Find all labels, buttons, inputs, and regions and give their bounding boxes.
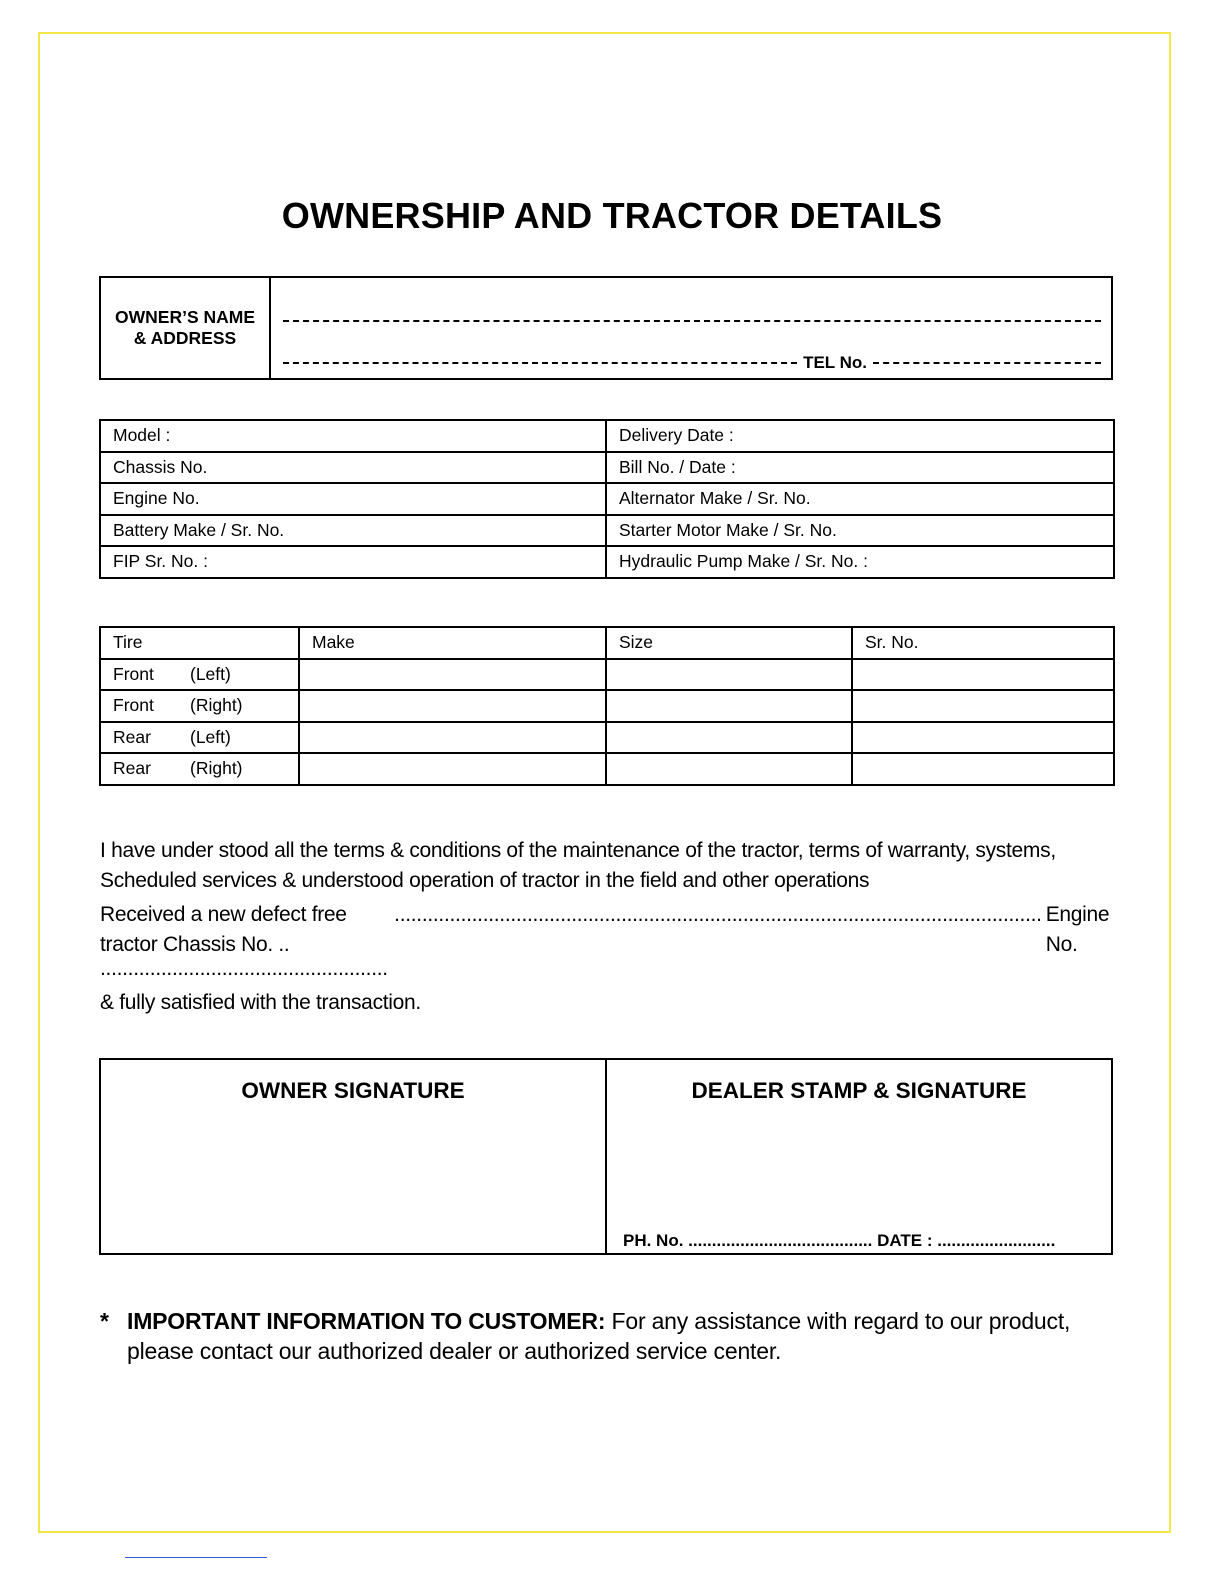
declaration-line-2: Scheduled services & understood operation of tractor in the field and other operations <box>100 869 870 892</box>
dealer-signature-cell[interactable] <box>605 1060 1111 1253</box>
engine-no-label: Engine No. <box>1045 903 1110 956</box>
owner-label <box>101 278 271 378</box>
details-field-left[interactable]: FIP Sr. No. : <box>100 546 606 578</box>
details-field-left[interactable]: Chassis No. <box>100 452 606 484</box>
tire-size-cell[interactable] <box>606 690 852 722</box>
signature-box <box>99 1058 1113 1255</box>
tire-header-tire: Tire <box>100 627 299 659</box>
tire-size-cell[interactable] <box>606 722 852 754</box>
tire-row <box>100 722 1114 754</box>
tire-row <box>100 690 1114 722</box>
declaration-line-3 <box>100 900 1112 960</box>
dealer-signature-label: DEALER STAMP & SIGNATURE <box>691 1078 1027 1103</box>
tire-make-cell[interactable] <box>299 722 606 754</box>
tire-position <box>100 722 299 754</box>
address-dash <box>283 362 797 364</box>
tire-axle: Rear <box>113 758 151 779</box>
tire-header-size: Size <box>606 627 852 659</box>
tire-table <box>99 626 1115 786</box>
tire-axle: Front <box>113 663 154 684</box>
tire-srno-cell[interactable] <box>852 690 1114 722</box>
tire-size-cell[interactable] <box>606 659 852 691</box>
tire-srno-cell[interactable] <box>852 753 1114 785</box>
chassis-no-label: Received a new defect free tractor Chassis No. .. <box>100 903 347 956</box>
details-field-right[interactable]: Starter Motor Make / Sr. No. <box>606 515 1114 547</box>
owner-address-lines <box>271 278 1111 378</box>
tire-position <box>100 659 299 691</box>
tire-make-cell[interactable] <box>299 659 606 691</box>
details-field-left[interactable]: Model : <box>100 420 606 452</box>
note-line-1: For any assistance with regard to our product, <box>605 1308 1071 1334</box>
note-line-2: please contact our authorized dealer or authorized service center. <box>127 1338 782 1364</box>
details-row <box>100 452 1114 484</box>
details-field-right[interactable]: Bill No. / Date : <box>606 452 1114 484</box>
chassis-no-field[interactable]: ..................................................................................................................... <box>394 903 1042 926</box>
tire-position <box>100 753 299 785</box>
tel-dash <box>873 362 1101 364</box>
tire-side: (Right) <box>190 758 243 779</box>
note-heading: IMPORTANT INFORMATION TO CUSTOMER: <box>127 1308 606 1334</box>
tire-row <box>100 659 1114 691</box>
tire-side: (Left) <box>190 663 231 684</box>
note-asterisk: * <box>100 1308 109 1334</box>
details-field-left[interactable]: Battery Make / Sr. No. <box>100 515 606 547</box>
tire-axle: Front <box>113 695 154 716</box>
details-field-right[interactable]: Alternator Make / Sr. No. <box>606 483 1114 515</box>
owner-box <box>99 276 1113 380</box>
tire-srno-cell[interactable] <box>852 659 1114 691</box>
declaration <box>100 836 1112 1018</box>
owner-signature-label: OWNER SIGNATURE <box>241 1078 465 1103</box>
owner-label-line1: OWNER’S NAME <box>115 307 255 327</box>
tire-make-cell[interactable] <box>299 753 606 785</box>
tire-header-row <box>100 627 1114 659</box>
tractor-details-table <box>99 419 1115 579</box>
details-field-right[interactable]: Delivery Date : <box>606 420 1114 452</box>
address-line-1[interactable] <box>283 320 1101 322</box>
tire-header-srno: Sr. No. <box>852 627 1114 659</box>
details-field-right[interactable]: Hydraulic Pump Make / Sr. No. : <box>606 546 1114 578</box>
details-row <box>100 420 1114 452</box>
declaration-line-5: & fully satisfied with the transaction. <box>100 991 421 1014</box>
tire-position <box>100 690 299 722</box>
details-row <box>100 483 1114 515</box>
declaration-line-1: I have under stood all the terms & conditions of the maintenance of the tractor, terms of warranty, systems, <box>100 839 1056 862</box>
important-note <box>100 1306 1112 1366</box>
tire-row <box>100 753 1114 785</box>
tire-axle: Rear <box>113 726 151 747</box>
address-line-2[interactable] <box>283 352 1101 374</box>
details-row <box>100 515 1114 547</box>
owner-signature-cell[interactable] <box>101 1060 605 1253</box>
tel-label: TEL No. <box>803 353 867 372</box>
details-row <box>100 546 1114 578</box>
tire-side: (Left) <box>190 726 231 747</box>
tire-side: (Right) <box>190 695 243 716</box>
tire-srno-cell[interactable] <box>852 722 1114 754</box>
owner-label-line2: & ADDRESS <box>133 328 237 348</box>
tire-header-make: Make <box>299 627 606 659</box>
page-title: OWNERSHIP AND TRACTOR DETAILS <box>281 195 943 236</box>
engine-no-field[interactable]: .................................................... <box>100 957 388 980</box>
tire-make-cell[interactable] <box>299 690 606 722</box>
dealer-phone-date[interactable]: PH. No. ....................................... DATE : ......................... <box>623 1231 1056 1250</box>
tire-size-cell[interactable] <box>606 753 852 785</box>
details-field-left[interactable]: Engine No. <box>100 483 606 515</box>
footer-link-line <box>125 1557 267 1558</box>
